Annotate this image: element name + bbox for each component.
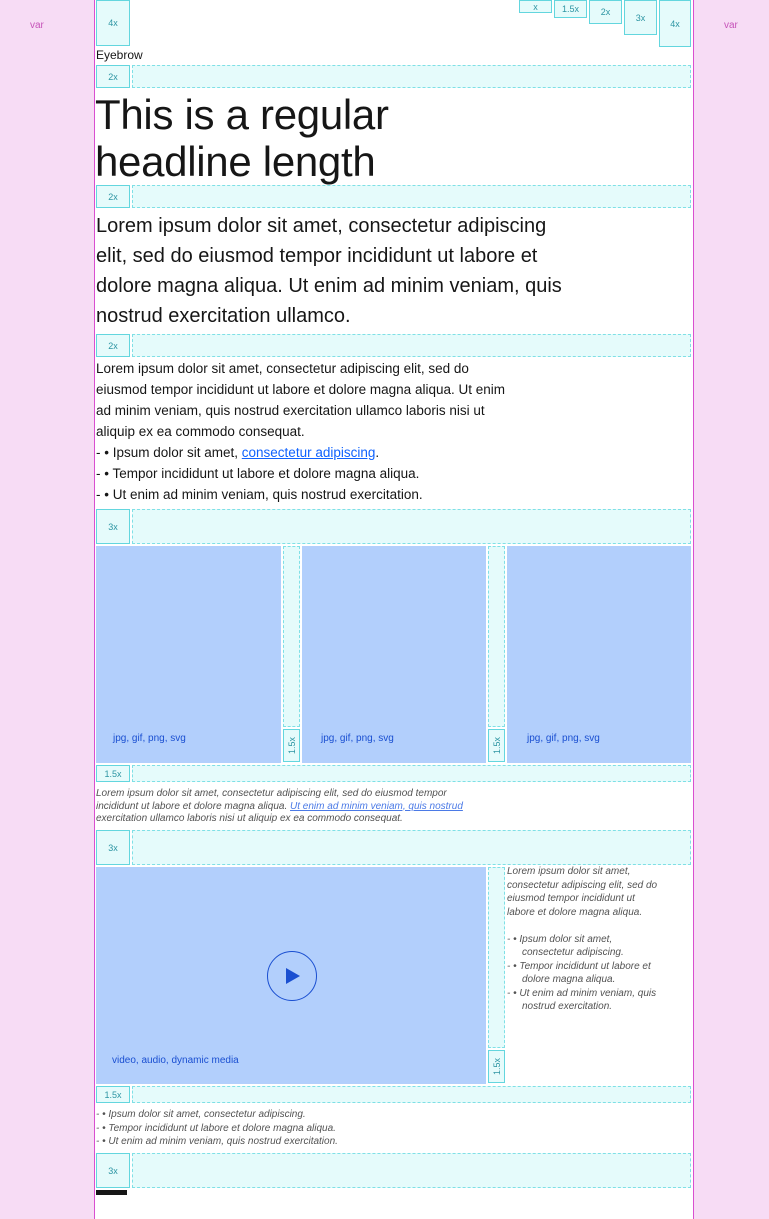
headline — [95, 91, 389, 185]
lead-paragraph — [96, 211, 562, 331]
body-text — [96, 358, 505, 505]
left-gutter — [0, 0, 95, 1219]
body-line-3: ad minim veniam, quis nostrud exercitation ullamco laboris nisi ut — [96, 403, 485, 418]
left-gutter-label: var — [30, 20, 44, 31]
body-line-1: Lorem ipsum dolor sit amet, consectetur adipiscing elit, sed do — [96, 361, 469, 376]
body-inline-link[interactable]: consectetur adipiscing — [241, 445, 376, 460]
video-format-label: video, audio, dynamic media — [112, 1055, 239, 1066]
image-format-label: jpg, gif, png, svg — [527, 733, 600, 744]
body-list-item: - • Tempor incididunt ut labore et dolore magna aliqua. — [96, 466, 420, 481]
side-bullet: - • Ut enim ad minim veniam, quis — [507, 987, 657, 999]
side-line: eiusmod tempor incididunt ut — [507, 893, 635, 904]
play-icon — [283, 967, 301, 985]
spacer-after-caption — [132, 830, 691, 865]
headline-line-1: This is a regular — [95, 91, 389, 138]
body-list-item — [96, 442, 505, 463]
video-placeholder[interactable] — [96, 867, 486, 1084]
spacer-after-body — [132, 509, 691, 544]
spacer-label-image-gap-2 — [488, 729, 505, 762]
body-list-item: - • Ut enim ad minim veniam, quis nostrud exercitation. — [96, 487, 423, 502]
body-list-item-text: - • Ipsum dolor sit amet, — [96, 445, 242, 460]
side-bullet-continued: nostrud exercitation. — [522, 1001, 613, 1012]
headline-line-2: headline length — [95, 138, 376, 185]
spacer-label-image-gap-1 — [283, 729, 300, 762]
side-bullet: - • Tempor incididunt ut labore et — [507, 960, 651, 972]
scale-label-x: x — [519, 0, 552, 13]
spacer-after-lead — [132, 334, 691, 357]
side-blank-line — [507, 919, 691, 933]
spacer-label-after-caption: 3x — [96, 830, 130, 865]
image-format-label: jpg, gif, png, svg — [321, 733, 394, 744]
body-line-4: aliquip ex ea commodo consequat. — [96, 424, 305, 439]
side-line: Lorem ipsum dolor sit amet, — [507, 866, 631, 877]
spacer-label-bottom: 3x — [96, 1153, 130, 1188]
image-caption — [96, 788, 463, 826]
lead-line-2: elit, sed do eiusmod tempor incididunt ut labore et — [96, 245, 538, 267]
eyebrow: Eyebrow — [96, 48, 143, 62]
spacer-after-video — [132, 1086, 691, 1103]
video-caption — [96, 1108, 338, 1149]
video-caption-line: - • Ipsum dolor sit amet, consectetur adipiscing. — [96, 1109, 306, 1120]
lead-line-4: nostrud exercitation ullamco. — [96, 305, 351, 327]
video-caption-line: - • Ut enim ad minim veniam, quis nostrud exercitation. — [96, 1136, 338, 1147]
image-gap-1 — [283, 546, 300, 727]
spacer-label-after-body: 3x — [96, 509, 130, 544]
scale-label-2x: 2x — [589, 0, 622, 24]
play-button[interactable] — [267, 951, 317, 1001]
caption-line-1: Lorem ipsum dolor sit amet, consectetur adipiscing elit, sed do eiusmod tempor — [96, 788, 447, 799]
spacer-after-images — [132, 765, 691, 782]
right-gutter — [693, 0, 769, 1219]
spacer-label-top-4x: 4x — [96, 0, 130, 46]
spacer-after-eyebrow — [132, 65, 691, 88]
scale-label-4x: 4x — [659, 0, 691, 47]
caption-line-2-text: incididunt ut labore et dolore magna aliqua. — [96, 800, 291, 812]
scale-label-1-5x: 1.5x — [554, 0, 587, 18]
right-gutter-label: var — [724, 20, 738, 31]
video-caption-line: - • Tempor incididunt ut labore et dolore magna aliqua. — [96, 1122, 336, 1134]
image-placeholder-3 — [507, 546, 691, 763]
side-bullet-continued: dolore magna aliqua. — [522, 974, 616, 985]
spacer-bottom — [132, 1153, 691, 1188]
side-line: labore et dolore magna aliqua. — [507, 906, 643, 918]
side-bullet: - • Ipsum dolor sit amet, — [507, 933, 613, 945]
caption-link[interactable]: Ut enim ad minim veniam, quis nostrud — [290, 800, 463, 812]
caption-line-2 — [96, 801, 463, 814]
spacer-label-text: 1.5x — [491, 736, 502, 754]
spacer-label-after-lead: 2x — [96, 334, 130, 357]
body-list-item-suffix: . — [375, 445, 380, 460]
spacer-label-after-eyebrow: 2x — [96, 65, 130, 88]
body-line-2: eiusmod tempor incididunt ut labore et dolore magna aliqua. Ut enim — [96, 382, 505, 397]
spacer-label-after-headline: 2x — [96, 185, 130, 208]
scale-label-3x: 3x — [624, 0, 657, 35]
caption-line-3: exercitation ullamco laboris nisi ut aliquip ex ea commodo consequat. — [96, 813, 403, 824]
bottom-rule — [96, 1190, 127, 1195]
image-placeholder-1 — [96, 546, 281, 763]
spacer-label-text: 1.5x — [491, 1057, 502, 1075]
side-line: consectetur adipiscing elit, sed do — [507, 879, 658, 891]
video-side-text — [507, 865, 691, 1014]
image-placeholder-2 — [302, 546, 486, 763]
image-format-label: jpg, gif, png, svg — [113, 733, 186, 744]
spacer-label-text: 1.5x — [286, 736, 297, 754]
video-gap — [488, 867, 505, 1048]
image-gap-2 — [488, 546, 505, 727]
lead-line-3: dolore magna aliqua. Ut enim ad minim veniam, quis — [96, 275, 562, 297]
spacer-label-after-video: 1.5x — [96, 1086, 130, 1103]
spacer-label-video-gap — [488, 1050, 505, 1083]
spacer-after-headline — [132, 185, 691, 208]
side-bullet-continued: consectetur adipiscing. — [522, 947, 624, 958]
spacer-label-after-images: 1.5x — [96, 765, 130, 782]
lead-line-1: Lorem ipsum dolor sit amet, consectetur adipiscing — [96, 215, 547, 237]
